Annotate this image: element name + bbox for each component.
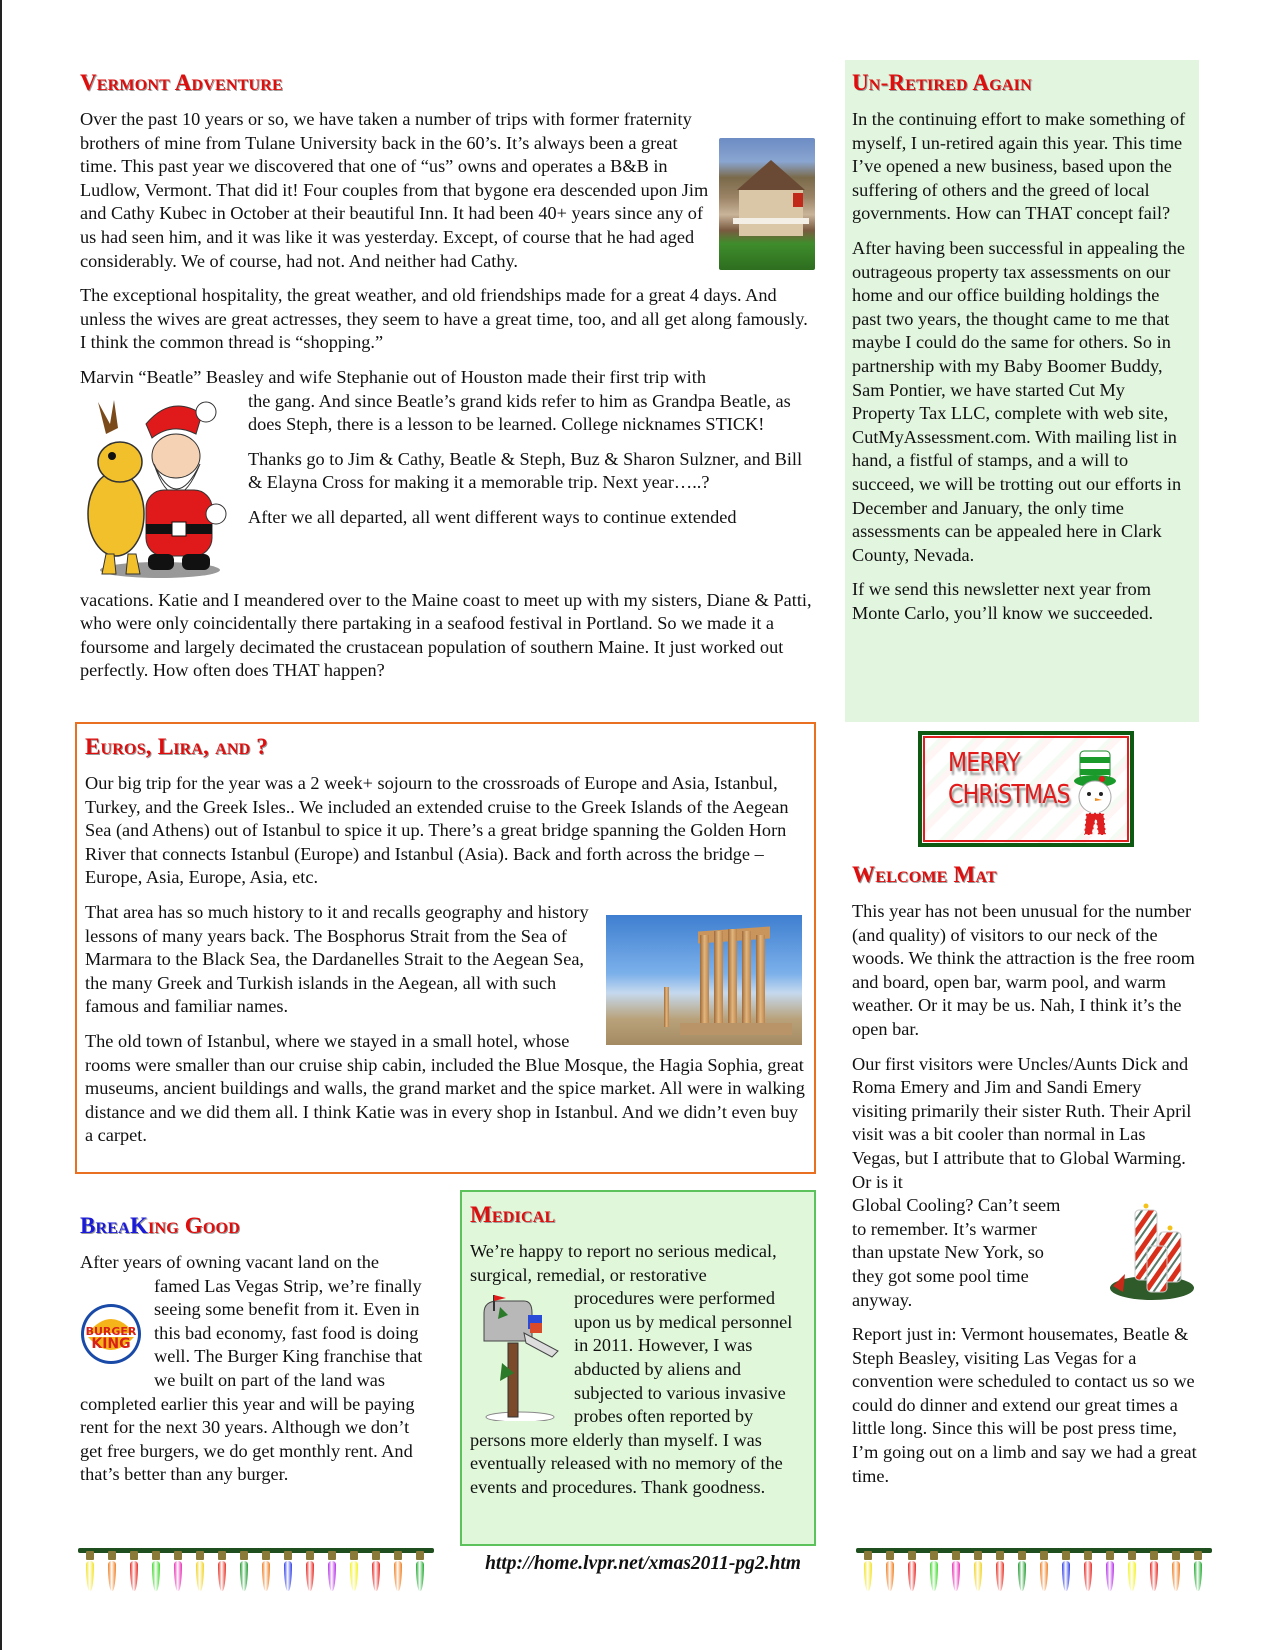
breaking-good-article [80,1213,425,1498]
burger-king-logo-line1: BURGER [85,1324,137,1338]
greek-temple-ruins-photo [606,915,802,1045]
light-bulb-icon [108,1551,116,1591]
unretired-again-heading: Un-Retired Again [852,70,1032,95]
euros-paragraph-2: That area has so much history to it and recalls geography and history lessons of many years back. The Bosphorus Strait from the Sea of Marmara to the Black Sea, the Dardanelles Strait to the Aegean Sea, the many Greek and Turkish islands in the Aegean, all with such famous and familiar names. [85,901,589,1017]
light-bulb-icon [1084,1551,1092,1591]
breaking-title-blue-k: K [129,1213,149,1238]
light-bulb-icon [152,1551,160,1591]
vermont-paragraph-3-rest: the gang. And since Beatle’s grand kids refer to him as Grandpa Beatle, as does Steph, there is a lesson to be learned. College nicknames STICK! [248,390,791,435]
euros-lira-heading: Euros, Lira, and ? [85,734,268,759]
light-bulb-icon [350,1551,358,1591]
burger-king-logo-icon [80,1303,144,1370]
breaking-paragraph-rest: famed Las Vegas Strip, we’re finally seeing some benefit from it. Even in this bad economy, fast food is doing well. The Burger King franchise that we built on part of the land was completed earlier this year and will be paying rent for the next 30 years. Although we don’t get free burgers, we do get monthly rent. And that’s better than any burger. [80,1275,423,1485]
light-bulb-icon [1128,1551,1136,1591]
light-bulb-icon [1172,1551,1180,1591]
light-bulb-icon [130,1551,138,1591]
vermont-paragraph-1: Over the past 10 years or so, we have taken a number of trips with former fraternity brothers of mine from Tulane University back in the 60’s. It’s always been a great time. This past year we discovered that one of “us” owns and operates a B&B in Ludlow, Vermont. That did it! Four couples from that bygone era descended upon Jim and Cathy Kubec in October at their beautiful Inn. It had been 40+ years since any of us had seen him, and it was like it was yesterday. Except, of course that he had aged considerably. We of course, had not. And neither had Cathy. [80,109,709,271]
light-bulb-icon [1040,1551,1048,1591]
unretired-paragraph-3: If we send this newsletter next year from Monte Carlo, you’ll know we succeeded. [852,579,1154,623]
page-left-edge [0,0,2,1650]
light-bulb-icon [996,1551,1004,1591]
welcome-paragraph-3: Report just in: Vermont housemates, Beatle & Steph Beasley, visiting Las Vegas for a convention were scheduled to contact us so we could do dinner and extend our great times a little long. Since this will be post press time, I’m going out on a limb and say we had a great time. [852,1324,1197,1486]
medical-heading: Medical [470,1202,556,1227]
merry-christmas-snowman-image [918,731,1134,847]
light-bulb-icon [284,1551,292,1591]
unretired-paragraph-2: After having been successful in appealing the outrageous property tax assessments on our home and our office building holdings the past two years, the thought came to me that maybe I could do the same for others. So in partnership with my Baby Boomer Buddy, Sam Pontier, we have started Cut My Property Tax LLC, complete with web site, CutMyAssessment.com. With mailing list in hand, a fistful of stamps, and a will to succeed, we will be trotting out our efforts in December and January, the only time assessments can be appealed here in Clark County, Nevada. [852,237,1186,565]
euros-paragraph-3: The old town of Istanbul, where we stayed in a small hotel, whose rooms were smaller than our cruise ship cabin, included the Blue Mosque, the Hagia Sophia, great museums, ancient buildings and walls, the grand market and the spice market. All were in walking distance and we did them all. I think Katie was in every shop in Istanbul. And we didn’t even buy a carpet. [85,1030,805,1146]
medical-paragraph-lead: We’re happy to report no serious medical, surgical, remedial, or restorative [470,1241,777,1285]
medical-article-box [460,1190,816,1546]
snowman-icon [1072,749,1118,839]
christmas-mailbox-icon [480,1293,564,1426]
burger-king-logo-line2: KING [91,1335,131,1352]
breaking-good-heading [80,1213,425,1239]
light-bulb-icon [306,1551,314,1591]
christmas-lights-left [78,1548,434,1596]
welcome-mat-heading: Welcome Mat [852,862,997,887]
light-bulb-icon [952,1551,960,1591]
vermont-paragraph-2: The exceptional hospitality, the great weather, and old friendships made for a great 4 days. And unless the wives are great actresses, they seem to have a great time, too, and all get along famously. I think the common thread is “shopping.” [80,285,808,353]
light-bulb-icon [974,1551,982,1591]
euros-paragraph-1: Our big trip for the year was a 2 week+ sojourn to the crossroads of Europe and Asia, Istanbul, Turkey, and the Greek Isles.. We included an extended cruise to the Greek Islands of the Aegean Sea (and Athens) out of Istanbul to spice it up. There’s a great bridge spanning the Golden Horn River that connects Istanbul (Europe) and Istanbul (Asia). Back and forth across the bridge – Europe, Asia, Europe, Asia, etc. [85,773,789,888]
light-bulb-icon [1150,1551,1158,1591]
santa-and-reindeer-clipart-icon [76,394,238,585]
christmas-lights-right [856,1548,1212,1596]
light-bulb-icon [1106,1551,1114,1591]
unretired-again-sidebar [845,60,1199,722]
welcome-mat-article [852,862,1197,1499]
breaking-paragraph-lead: After years of owning vacant land on the [80,1252,379,1272]
breaking-title-blue-part: Brea [80,1213,130,1238]
light-bulb-icon [174,1551,182,1591]
light-bulb-icon [1062,1551,1070,1591]
light-bulb-icon [864,1551,872,1591]
vermont-adventure-article [80,70,815,694]
vermont-paragraph-5-rest: vacations. Katie and I meandered over to the Maine coast to meet up with my sisters, Diane & Patti, who were only coincidentally there partaking in a seafood festival in Portland. So we made it a foursome and largely decimated the crustacean population of southern Maine. It just worked out perfectly. How often does THAT happen? [80,589,812,681]
light-bulb-icon [930,1551,938,1591]
medical-paragraph-rest: procedures were performed upon us by medical personnel in 2011. However, I was abducted by aliens and subjected to various invasive probes often reported by persons more elderly than myself. I was eventually released with no memory of the events and procedures. Thank goodness. [470,1288,793,1497]
light-bulb-icon [416,1551,424,1591]
candy-cane-candles-icon [1107,1196,1197,1309]
vermont-paragraph-4: Thanks go to Jim & Cathy, Beatle & Steph, Buz & Sharon Sulzner, and Bill & Elayna Cross for making it a memorable trip. Next year…..? [248,448,803,493]
light-bulb-icon [886,1551,894,1591]
welcome-paragraph-1: This year has not been unusual for the number (and quality) of visitors to our neck of the woods. We think the attraction is the free room and board, open bar, warm pool, and warm weather. Or it may be us. Nah, I think it’s the open bar. [852,901,1195,1039]
light-bulb-icon [908,1551,916,1591]
unretired-paragraph-1: In the continuing effort to make something of myself, I un-retired again this year. This time I’ve opened a new business, based upon the suffering of others and the greed of local governments. How can THAT concept fail? [852,109,1186,224]
light-bulb-icon [262,1551,270,1591]
light-bulb-icon [196,1551,204,1591]
light-bulb-icon [372,1551,380,1591]
light-bulb-icon [240,1551,248,1591]
vermont-paragraph-3-lead: Marvin “Beatle” Beasley and wife Stephanie out of Houston made their first trip with [80,366,706,387]
welcome-paragraph-2-rest: Global Cooling? Can’t seem to remember. It’s warmer than upstate New York, so they got some pool time anyway. [852,1195,1061,1310]
light-bulb-icon [1194,1551,1202,1591]
vermont-adventure-heading: Vermont Adventure [80,70,283,95]
newsletter-url-link[interactable]: http://home.lvpr.net/xmas2011-pg2.htm [485,1553,801,1574]
breaking-title-red-part: ing Good [148,1213,240,1238]
light-bulb-icon [218,1551,226,1591]
light-bulb-icon [86,1551,94,1591]
vermont-paragraph-5-lead: After we all departed, all went different ways to continue extended [248,506,737,527]
light-bulb-icon [1018,1551,1026,1591]
welcome-paragraph-2-lead: Our first visitors were Uncles/Aunts Dick and Roma Emery and Jim and Sandi Emery visiting primarily their sister Ruth. Their April visit was a bit cooler than normal in Las Vegas, but I attribute that to Global Warming. Or is it [852,1053,1192,1192]
christmas-text: CHRiSTMAS [948,780,1070,810]
bed-and-breakfast-house-photo [719,138,815,270]
euros-lira-article-box [75,722,816,1174]
merry-text: MERRY [948,748,1020,778]
light-bulb-icon [328,1551,336,1591]
light-bulb-icon [394,1551,402,1591]
